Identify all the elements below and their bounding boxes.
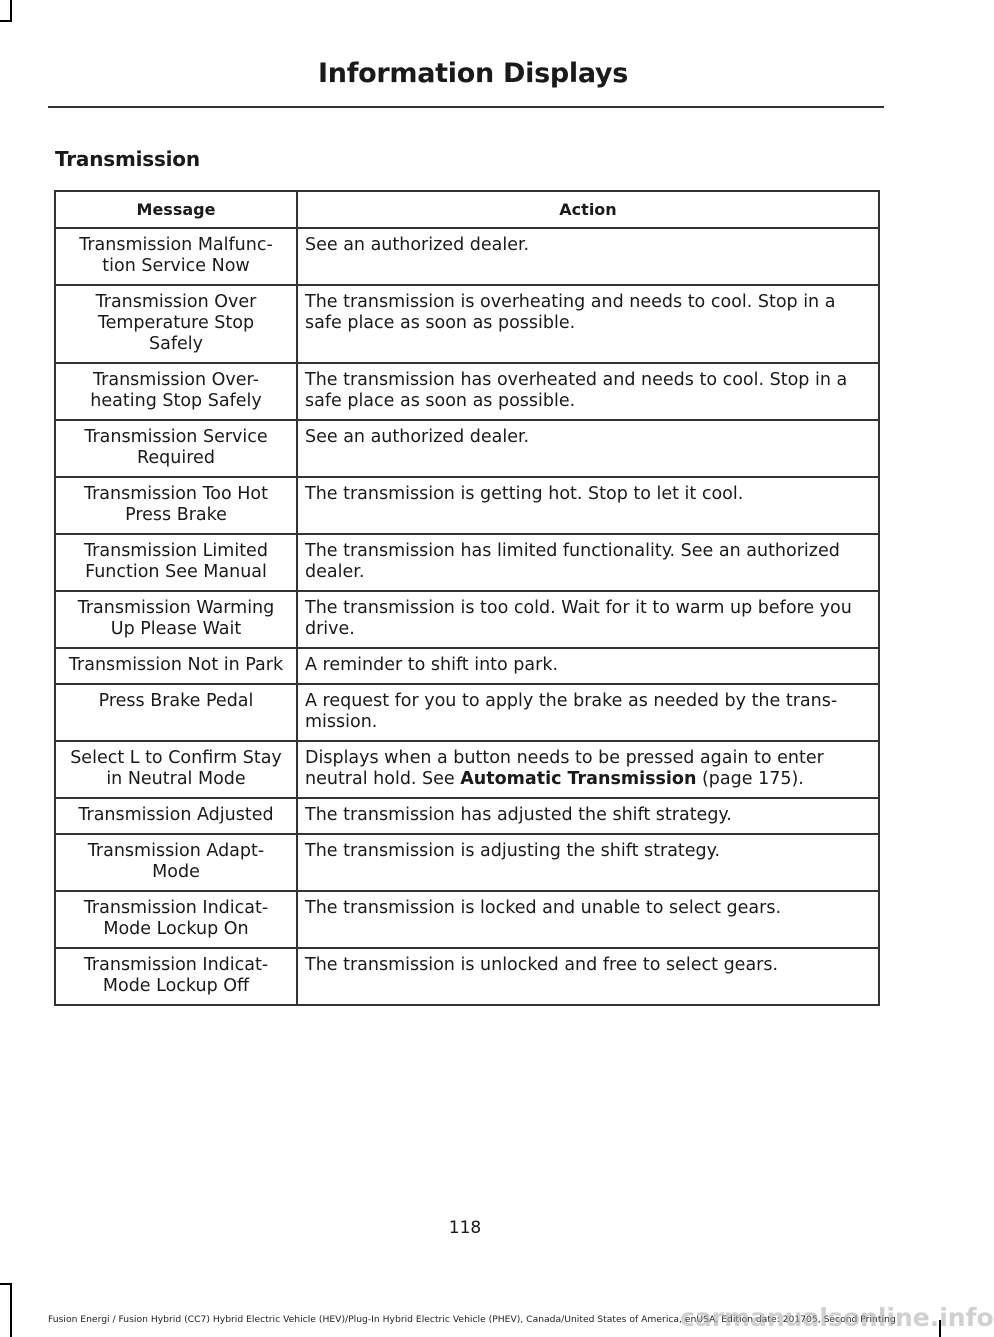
action-text: Displays when a button needs to be pressed again to enter neutral hold. See <box>305 748 824 789</box>
action-cell <box>297 834 879 891</box>
footer-edition-text: Fusion Energi / Fusion Hybrid (CC7) Hybrid Electric Vehicle (HEV)/Plug-In Hybrid Electric Vehicle (PHEV), Canada/United States of America, enUSA, Edition date: 201705, Second Printing <box>48 1314 896 1325</box>
table-row <box>55 798 879 834</box>
action-cell <box>297 534 879 591</box>
table-row <box>55 477 879 534</box>
message-cell <box>55 285 297 363</box>
action-text: The transmission is locked and unable to select gears. <box>305 898 782 918</box>
table-header-row <box>55 191 879 228</box>
message-text: Transmission Too Hot Press Brake <box>83 484 269 525</box>
message-cell <box>55 534 297 591</box>
action-text: The transmission has overheated and needs to cool. Stop in a safe place as soon as possible. <box>305 370 848 411</box>
table-row <box>55 591 879 648</box>
table-row <box>55 834 879 891</box>
message-text: Transmission Not in Park <box>68 655 284 675</box>
message-text: Transmission Malfunc- tion Service Now <box>79 235 273 276</box>
message-text: Transmission Limited Function See Manual <box>84 541 268 582</box>
action-text: The transmission is getting hot. Stop to let it cool. <box>305 484 744 504</box>
message-text: Transmission Over- heating Stop Safely <box>90 370 262 411</box>
message-text: Transmission Adapt- Mode <box>87 841 265 882</box>
title-divider <box>48 106 884 108</box>
action-column-header: Action <box>297 191 879 228</box>
action-text: The transmission is unlocked and free to select gears. <box>305 955 779 975</box>
action-text: A request for you to apply the brake as needed by the trans- mission. <box>305 691 838 732</box>
automatic-transmission-reference: Automatic Transmission <box>460 769 697 789</box>
message-cell <box>55 741 297 798</box>
message-cell <box>55 591 297 648</box>
page-reference: (page 175). <box>696 769 804 789</box>
crop-mark <box>0 20 12 22</box>
action-text: A reminder to shift into park. <box>305 655 559 675</box>
message-column-header: Message <box>55 191 297 228</box>
table-row <box>55 420 879 477</box>
action-cell <box>297 741 879 798</box>
message-text: Select L to Confirm Stay in Neutral Mode <box>70 748 282 789</box>
message-cell <box>55 648 297 684</box>
action-cell <box>297 891 879 948</box>
action-cell <box>297 228 879 285</box>
message-cell <box>55 420 297 477</box>
message-cell <box>55 891 297 948</box>
action-cell <box>297 477 879 534</box>
transmission-messages-table <box>54 190 880 1006</box>
crop-mark <box>10 0 12 22</box>
action-text: The transmission has limited functionality. See an authorized dealer. <box>305 541 840 582</box>
message-text: Transmission Indicat- Mode Lockup Off <box>83 955 269 996</box>
table-row <box>55 228 879 285</box>
action-text: See an authorized dealer. <box>305 427 530 447</box>
action-text: The transmission is adjusting the shift strategy. <box>305 841 721 861</box>
message-text: Transmission Over Temperature Stop Safely <box>95 292 257 354</box>
action-cell <box>297 363 879 420</box>
message-text: Transmission Adjusted <box>78 805 274 825</box>
message-text: Transmission Service Required <box>84 427 268 468</box>
message-cell <box>55 834 297 891</box>
message-cell <box>55 228 297 285</box>
message-cell <box>55 948 297 1005</box>
action-cell <box>297 798 879 834</box>
message-cell <box>55 684 297 741</box>
table-row <box>55 741 879 798</box>
page-number: 118 <box>448 1218 482 1238</box>
table-row <box>55 363 879 420</box>
action-text: See an authorized dealer. <box>305 235 530 255</box>
table-row <box>55 948 879 1005</box>
table-row <box>55 648 879 684</box>
action-cell <box>297 591 879 648</box>
page-title: Information Displays <box>318 58 628 89</box>
message-text: Transmission Warming Up Please Wait <box>77 598 275 639</box>
table-row <box>55 285 879 363</box>
table-row <box>55 891 879 948</box>
action-text: The transmission is overheating and needs to cool. Stop in a safe place as soon as possible. <box>305 292 836 333</box>
action-cell <box>297 420 879 477</box>
crop-mark <box>10 1283 12 1337</box>
message-text: Transmission Indicat- Mode Lockup On <box>83 898 269 939</box>
message-cell <box>55 477 297 534</box>
message-cell <box>55 363 297 420</box>
message-text: Press Brake Pedal <box>98 691 254 711</box>
crop-mark <box>0 1283 12 1285</box>
action-cell <box>297 285 879 363</box>
action-text: The transmission is too cold. Wait for it to warm up before you drive. <box>305 598 852 639</box>
section-title: Transmission <box>55 147 200 171</box>
watermark: carmanualsonline.info <box>680 1303 994 1332</box>
table-row <box>55 534 879 591</box>
action-text: The transmission has adjusted the shift strategy. <box>305 805 732 825</box>
action-cell <box>297 684 879 741</box>
message-cell <box>55 798 297 834</box>
action-cell <box>297 948 879 1005</box>
action-cell <box>297 648 879 684</box>
table-row <box>55 684 879 741</box>
